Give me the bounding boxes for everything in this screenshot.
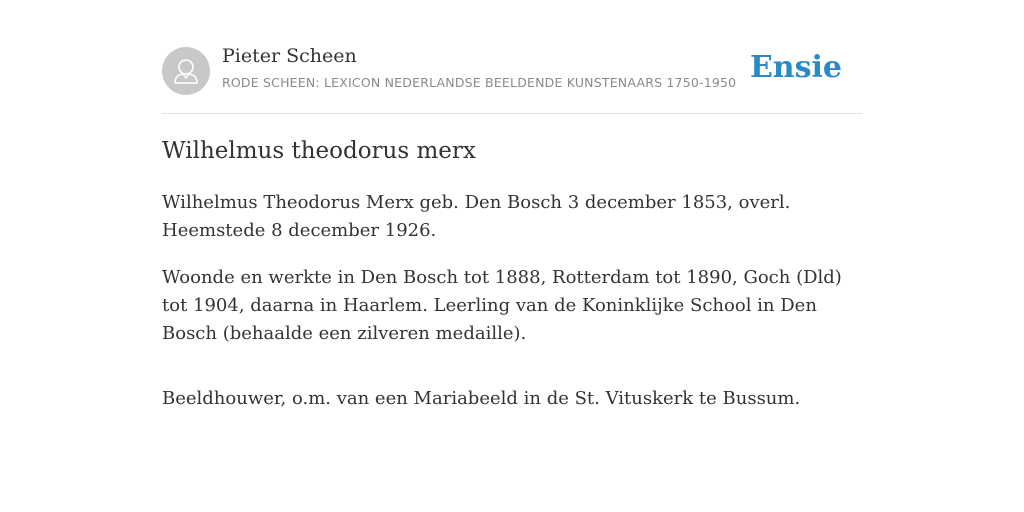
article-card [162, 0, 862, 409]
article-body [162, 189, 862, 432]
avatar[interactable] [162, 47, 210, 95]
user-avatar-icon [162, 47, 210, 95]
paragraph-biography: Wilhelmus Theodorus Merx geb. Den Bosch 3 december 1853, overl. Heemstede 8 december 1926. [162, 192, 791, 241]
paragraph-work: Beeldhouwer, o.m. van een Mariabeeld in de St. Vituskerk te Bussum. [162, 388, 801, 409]
paragraph-education: Woonde en werkte in Den Bosch tot 1888, Rotterdam tot 1890, Goch (Dld) tot 1904, daarna in Haarlem. Leerling van de Koninklijke School in Den Bosch (behaalde een zilveren medaille). [162, 267, 842, 344]
article-header [162, 0, 862, 114]
ensie-logo[interactable]: Ensie [749, 50, 842, 85]
author-name[interactable]: Pieter Scheen [222, 45, 357, 67]
page-title: Wilhelmus theodorus merx [162, 138, 476, 164]
source-title[interactable]: RODE SCHEEN: LEXICON NEDERLANDSE BEELDENDE KUNSTENAARS 1750-1950 [222, 75, 737, 90]
